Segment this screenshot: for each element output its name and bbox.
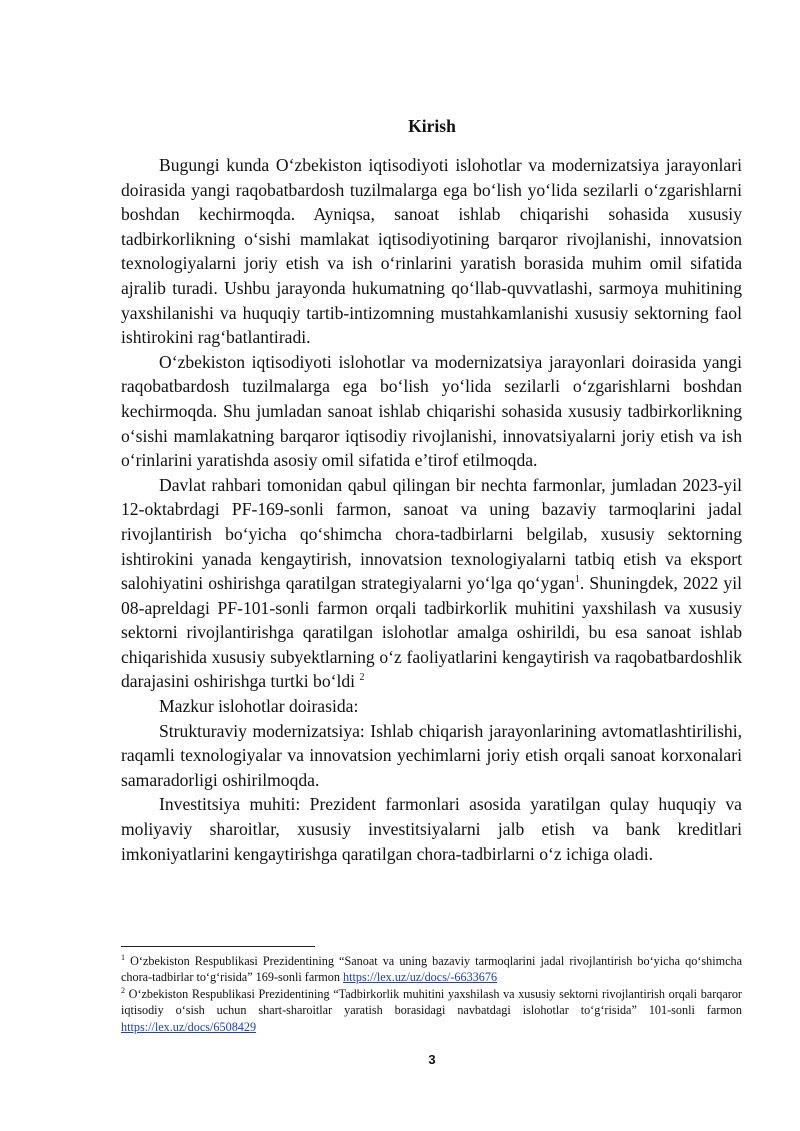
paragraph-6: Investitsiya muhiti: Prezident farmonlari asosida yaratilgan qulay huquqiy va moliyaviy sharoitlar, xususiy investitsiyalarni jalb etish va bank kreditlari imkoniyatlarini kengaytirishga qaratilgan chora-tadbirlarni o‘z ichiga oladi.	[121, 794, 742, 864]
footnote-1-text: O‘zbekiston Respublikasi Prezidentining “Sanoat va uning bazaviy tarmoqlarini jadal rivojlantirish bo‘yicha qo‘shimcha chora-tadbirlar to‘g‘risida” 169-sonli farmon	[121, 954, 742, 985]
section-title: Kirish	[408, 116, 456, 136]
paragraph-2: O‘zbekiston iqtisodiyoti islohotlar va modernizatsiya jarayonlari doirasida yangi raqobatbardosh tuzilmalarga ega bo‘lish yo‘lida sezilarli o‘zgarishlarni boshdan kechirmoqda. Shu jumladan sanoat ishlab chiqarishi sohasida xususiy tadbirkorlikning o‘sishi mamlakatning barqaror iqtisodiy rivojlanishi, innovatsiyalarni joriy etish va ish o‘rinlarini yaratishda asosiy omil sifatida e’tirof etilmoqda.	[121, 351, 742, 471]
paragraph-3-text-b: . Shuningdek, 2022 yil 08-apreldagi PF-101-sonli farmon orqali tadbirkorlik muhitini yaxshilash va xususiy sektorni rivojlantirishga qaratilgan islohotlar amalga oshirildi, bu esa sanoat ishlab chiqarishida xususiy subyektlarning o‘z faoliyatlarini kengaytirish va raqobatbardoshlik darajasini oshirishga turtki bo‘ldi	[121, 573, 742, 692]
paragraph-4: Mazkur islohotlar doirasida:	[159, 696, 359, 717]
footnote-ref-2[interactable]: 2	[359, 672, 365, 684]
footnotes	[121, 953, 742, 1035]
footnote-2-link[interactable]: https://lex.uz/docs/6508429	[121, 1019, 257, 1034]
body-text	[121, 153, 742, 866]
paragraph-5: Strukturaviy modernizatsiya: Ishlab chiqarish jarayonlarining avtomatlashtirilishi, raqamli texnologiyalar va innovatsion yechimlarni joriy etish orqali sanoat korxonalari samaradorligi oshirilmoqda.	[121, 720, 742, 790]
footnote-2	[121, 986, 742, 1035]
paragraph-3	[121, 473, 742, 694]
paragraph-1: Bugungi kunda O‘zbekiston iqtisodiyoti islohotlar va modernizatsiya jarayonlari doirasida yangi raqobatbardosh tuzilmalarga ega bo‘lish yo‘lida sezilarli o‘zgarishlarni boshdan kechirmoqda. Ayniqsa, sanoat ishlab chiqarishi sohasida xususiy tadbirkorlikning o‘sishi mamlakat iqtisodiyotining barqaror rivojlanishi, innovatsion texnologiyalarni joriy etish va ish o‘rinlarini yaratish borasida muhim omil sifatida ajralib turadi. Ushbu jarayonda hukumatning qo‘llab-quvvatlashi, sarmoya muhitining yaxshilanishi va huquqiy tartib-intizomning mustahkamlanishi xususiy sektorning faol ishtirokini rag‘batlantiradi.	[121, 155, 742, 348]
footnote-2-text: O‘zbekiston Respublikasi Prezidentining “Tadbirkorlik muhitini yaxshilash va xususiy sektorni rivojlantirish orqali barqaror iqtisodiy o‘sish uchun shart-sharoitlar yaratish borasidagi navbatdagi islohotlar to‘g‘risida” 101-sonli farmon	[121, 986, 742, 1018]
footnote-1-link[interactable]: https://lex.uz/uz/docs/-6633676	[343, 970, 498, 985]
page-number: 3	[428, 1052, 436, 1067]
footnote-ref-1[interactable]: 1	[574, 574, 580, 586]
footnote-2-number: 2	[121, 985, 125, 995]
footnote-divider	[121, 946, 315, 947]
footnote-1-number: 1	[121, 952, 125, 962]
paragraph-3-text-a: Davlat rahbari tomonidan qabul qilingan bir nechta farmonlar, jumladan 2023-yil 12-oktabrdagi PF-169-sonli farmon, sanoat va uning bazaviy tarmoqlarini jadal rivojlantirish bo‘yicha qo‘shimcha chora-tadbirlarni belgilab, xususiy sektorning ishtirokini yanada kengaytirish, innovatsion texnologiyalarni tatbiq etish va eksport salohiyatini oshirishga qaratilgan strategiyalarni yo‘lga qo‘ygan	[121, 474, 742, 594]
footnote-1	[121, 953, 742, 986]
